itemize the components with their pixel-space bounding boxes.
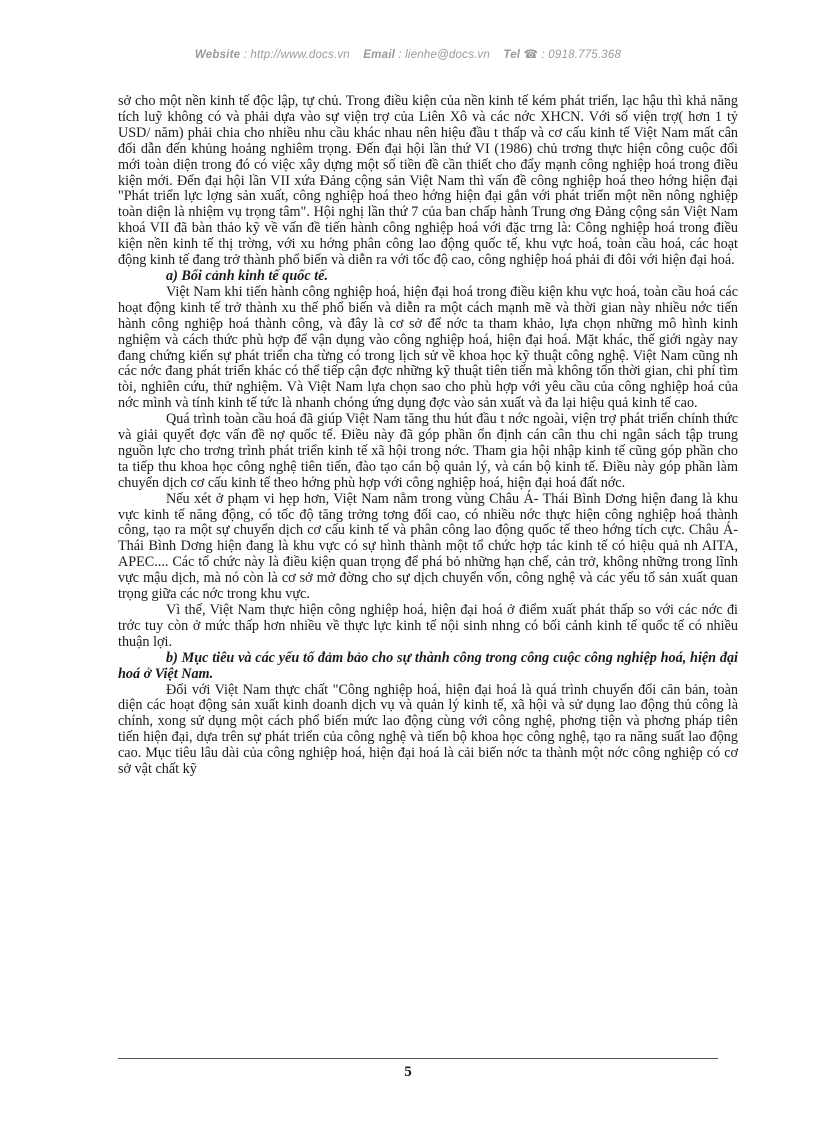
paragraph-2: Việt Nam khi tiến hành công nghiệp hoá, hiện đại hoá trong điều kiện khu vực hoá, toàn cầu hoá các hoạt động kinh tế trở thành xu thế phổ biến và diễn ra một cách mạnh mẽ và thời gian này nhiều nớc tiến hành công nghiệp hoá thành công, và đây là cơ sở để nớc ta tham khảo, lựa chọn những mô hình kinh nghiệm và cách thức phù hợp để vận dụng vào công nghiệp hoá, hiện đại hoá. Mặt khác, thế giới ngày nay đang chứng kiến sự phát triển cha từng có trong lịch sử về khoa học kỹ thuật công nghệ. Việt Nam cũng nh các nớc đang phát triển khác có thể tiếp cận đợc những kỹ thuật tiên tiến mà không tốn thời gian, chi phí tìm tòi, nghiên cứu, thử nghiệm. Và Việt Nam lựa chọn sao cho phù hợp với yêu cầu của công nghiệp hoá của nớc mình và tính kinh tế tức là nhanh chóng ứng dụng đợc vào sản xuất và đa lại hiệu quả kinh tế cao.	[118, 283, 738, 412]
paragraph-1: sở cho một nền kinh tế độc lập, tự chủ. Trong điều kiện của nền kinh tế kém phát triển, lạc hậu thì khả năng tích luỹ không có và phải dựa vào sự viện trợ của Liên Xô và các nớc XHCN. Với số viện trợ( hơn 1 tỷ USD/ năm) phải chia cho nhiều nhu cầu khác nhau nên hiệu đầu t thấp và cơ cấu kinh tế Việt Nam mất cân đối dẫn đến khủng hoảng nghiêm trọng. Đến đại hội lần thứ VI (1986) chủ trơng thực hiện công cuộc đổi mới toàn diện trong đó có việc xây dựng một số tiền đề cần thiết cho đẩy mạnh công nghiệp hoá trong điều kiện mới. Đến đại hội lần VII xứa Đảng cộng sản Việt Nam thì vấn đề công nghiệp hoá theo hớng hiện đại "Phát triển lực lợng sản xuất, công nghiệp hoá theo hớng hiện đại gắn với phát triển một nền nông nghiệp toàn diện là nhiệm vụ trọng tâm". Hội nghị lần thứ 7 của ban chấp hành Trung ơng Đảng cộng sản Việt Nam khoá VII đã bàn thảo kỹ về vấn đề tiến hành công nghiệp hoá với đặc trng là: Công nghiệp hoá trong điều kiện nền kinh tế thị trờng, với xu hớng phân công lao động quốc tế, khu vực hoá, toàn cầu hoá, các hoạt động kinh tế đang trở thành phổ biến và diễn ra với tốc độ cao, công nghiệp hoá phải đi đôi với hiện đại hoá.	[118, 93, 738, 269]
paragraph-4: Nếu xét ở phạm vi hẹp hơn, Việt Nam nằm trong vùng Châu Á- Thái Bình Dơng hiện đang là khu vực kinh tế năng động, có tốc độ tăng trởng tơng đối cao, có nhiều nớc thực hiện công nghiệp hoá thành công, tạo ra một sự chuyển dịch cơ cấu kinh tế và phân công lao động quốc tế theo hớng tích cực. Châu Á- Thái Bình Dơng hiện đang là khu vực có sự hình thành một tổ chức hợp tác kinh tế có hiệu quả nh AITA, APEC.... Các tổ chức này là điều kiện quan trọng để phá bỏ những hạn chế, cản trở, không những trong lĩnh vực mậu dịch, mà nó còn là cơ sở mở đờng cho sự dịch chuyển vốn, công nghệ và các yếu tố sản xuất quan trọng giữa các nớc trong khu vực.	[118, 490, 738, 603]
paragraph-6: Đối với Việt Nam thực chất "Công nghiệp hoá, hiện đại hoá là quá trình chuyển đổi căn bản, toàn diện các hoạt động sản xuất kinh doanh dịch vụ và quản lý kinh tế, xã hội và sử dụng lao động thủ công là chính, xong sử dụng một cách phổ biến mức lao động cùng với công nghệ, phơng tiện và phơng pháp tiên tiến hiện đại, dựa trên sự phát triển của công nghệ và tiến bộ khoa học công nghệ, tạo ra năng suất lao động cao. Mục tiêu lâu dài của công nghiệp hoá, hiện đại hoá là cải biến nớc ta thành một nớc công nghiệp có cơ sở vật chất kỹ	[118, 681, 738, 778]
email-value: : lienhe@docs.vn	[398, 49, 490, 61]
page-number: 5	[404, 1064, 412, 1080]
section-heading-b: b) Mục tiêu và các yếu tố đảm bảo cho sự thành công trong công cuộc công nghiệp hoá, hiện đại hoá ở Việt Nam.	[118, 649, 738, 682]
paragraph-5: Vì thế, Việt Nam thực hiện công nghiệp hoá, hiện đại hoá ở điểm xuất phát thấp so với các nớc đi trớc tuy còn ở mức thấp hơn nhiều về thực lực kinh tế nội sinh nhng có bối cảnh kinh tế quốc tế có nhiều thuận lợi.	[118, 602, 738, 650]
email-label: Email	[363, 49, 395, 61]
tel-value: : 0918.775.368	[541, 49, 622, 61]
footer-divider	[118, 1058, 718, 1059]
website-label: Website	[194, 49, 241, 61]
page-header	[0, 47, 816, 61]
website-value: : http://www.docs.vn	[243, 49, 350, 61]
paragraph-3: Quá trình toàn cầu hoá đã giúp Việt Nam tăng thu hút đầu t nớc ngoài, viện trợ phát triển chính thức và giải quyết đợc vấn đề nợ quốc tế. Điều này đã góp phần ổn định cán cân thu chi ngân sách tập trung nguồn lực cho trơng trình phát triển kinh tế xã hội trong nớc. Tham gia hội nhập kinh tế cũng góp phần cho ta tiếp thu khoa học công nghệ tiên tiến, đào tạo cán bộ quản lý, và cán bộ kinh tế. Điều này góp phần làm chuyển dịch cơ cấu kinh tế theo hớng phù hợp với công nghiệp hoá, hiện đại hoá đất nớc.	[118, 411, 738, 491]
tel-label: Tel ☎	[503, 49, 539, 61]
section-heading-a: a) Bối cảnh kinh tế quốc tế.	[166, 267, 328, 284]
document-body	[118, 94, 738, 778]
